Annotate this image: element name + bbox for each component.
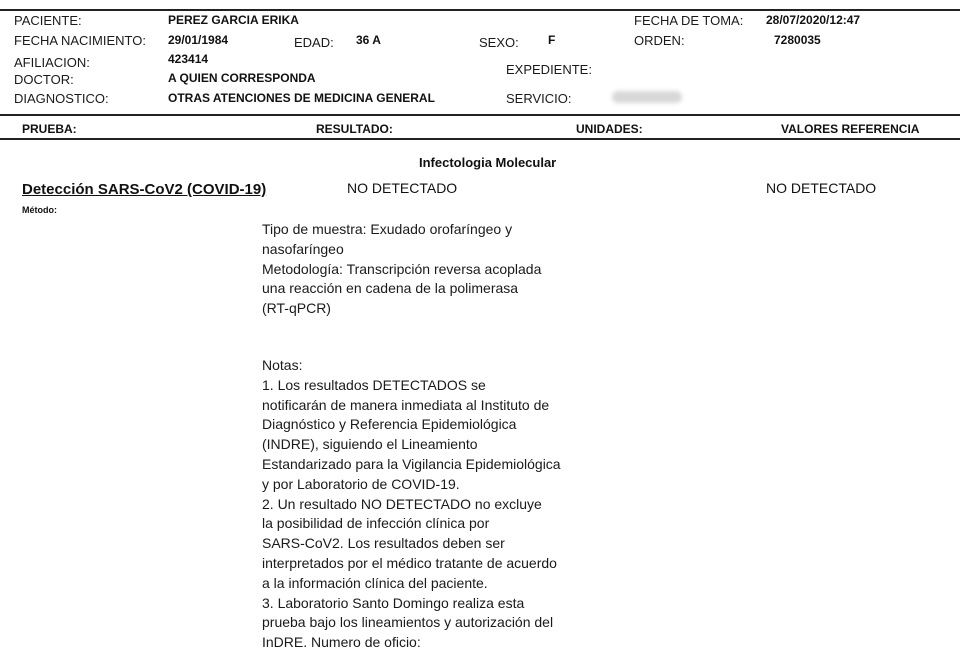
paciente-label: PACIENTE: xyxy=(14,13,82,28)
note-line: 1. Los resultados DETECTADOS se xyxy=(262,376,486,393)
note-line: interpretados por el médico tratante de acuerdo xyxy=(262,554,557,571)
column-unidades: UNIDADES: xyxy=(576,122,643,136)
afiliacion-label: AFILIACION: xyxy=(14,55,90,70)
test-result: NO DETECTADO xyxy=(347,180,458,196)
column-prueba: PRUEBA: xyxy=(22,122,77,136)
paciente-value: PEREZ GARCIA ERIKA xyxy=(168,13,299,27)
afiliacion-value: 423414 xyxy=(168,52,209,66)
method-label: Método: xyxy=(22,205,57,215)
detail-line: nasofaríngeo xyxy=(262,240,344,257)
detail-line: Metodología: Transcripción reversa acoplada xyxy=(262,260,542,277)
servicio-label: SERVICIO: xyxy=(506,91,572,106)
note-line: 2. Un resultado NO DETECTADO no excluye xyxy=(262,495,542,512)
note-line: Estandarizado para la Vigilancia Epidemiológica xyxy=(262,455,561,472)
sample-details xyxy=(262,220,541,319)
note-line: InDRE. Numero de oficio: xyxy=(262,634,421,651)
column-header-top-rule xyxy=(0,114,960,116)
note-line: 3. Laboratorio Santo Domingo realiza esta xyxy=(262,594,525,611)
column-resultado: RESULTADO: xyxy=(316,122,393,136)
detail-line: (RT-qPCR) xyxy=(262,300,331,317)
doctor-label: DOCTOR: xyxy=(14,72,74,87)
edad-value: 36 A xyxy=(356,33,381,47)
note-line: prueba bajo los lineamientos y autorización del xyxy=(262,614,554,631)
sexo-value: F xyxy=(548,33,556,47)
servicio-redacted xyxy=(612,91,682,103)
expediente-label: EXPEDIENTE: xyxy=(506,62,592,77)
fecha-toma-value: 28/07/2020/12:47 xyxy=(766,13,861,27)
diagnostico-value: OTRAS ATENCIONES DE MEDICINA GENERAL xyxy=(168,91,435,105)
doctor-value: A QUIEN CORRESPONDA xyxy=(168,71,316,85)
edad-label: EDAD: xyxy=(294,35,334,50)
fecha-toma-label: FECHA DE TOMA: xyxy=(634,13,744,28)
sexo-label: SEXO: xyxy=(479,35,519,50)
fecha-nacimiento-label: FECHA NACIMIENTO: xyxy=(14,33,146,48)
top-rule xyxy=(0,9,960,11)
test-name: Detección SARS-CoV2 (COVID-19) xyxy=(22,181,267,198)
column-header-bottom-rule xyxy=(0,138,960,140)
note-line: Diagnóstico y Referencia Epidemiológica xyxy=(262,416,517,433)
detail-line: una reacción en cadena de la polimerasa xyxy=(262,280,519,297)
note-line: la posibilidad de infección clínica por xyxy=(262,515,490,532)
note-line: (INDRE), siguiendo el Lineamiento xyxy=(262,436,478,453)
reference-value: NO DETECTADO xyxy=(766,180,877,196)
notes-title: Notas: xyxy=(262,357,303,373)
section-title: Infectologia Molecular xyxy=(419,155,557,170)
orden-value: 7280035 xyxy=(774,33,821,47)
column-valores-referencia: VALORES REFERENCIA xyxy=(781,122,920,136)
note-line: SARS-CoV2. Los resultados deben ser xyxy=(262,535,505,552)
orden-label: ORDEN: xyxy=(634,33,685,48)
detail-line: Tipo de muestra: Exudado orofaríngeo y xyxy=(262,221,513,237)
notes xyxy=(262,356,561,653)
note-line: a la información clínica del paciente. xyxy=(262,574,488,591)
note-line: notificarán de manera inmediata al Instituto de xyxy=(262,396,550,413)
diagnostico-label: DIAGNOSTICO: xyxy=(14,91,109,106)
fecha-nacimiento-value: 29/01/1984 xyxy=(168,33,229,47)
note-line: y por Laboratorio de COVID-19. xyxy=(262,475,460,492)
